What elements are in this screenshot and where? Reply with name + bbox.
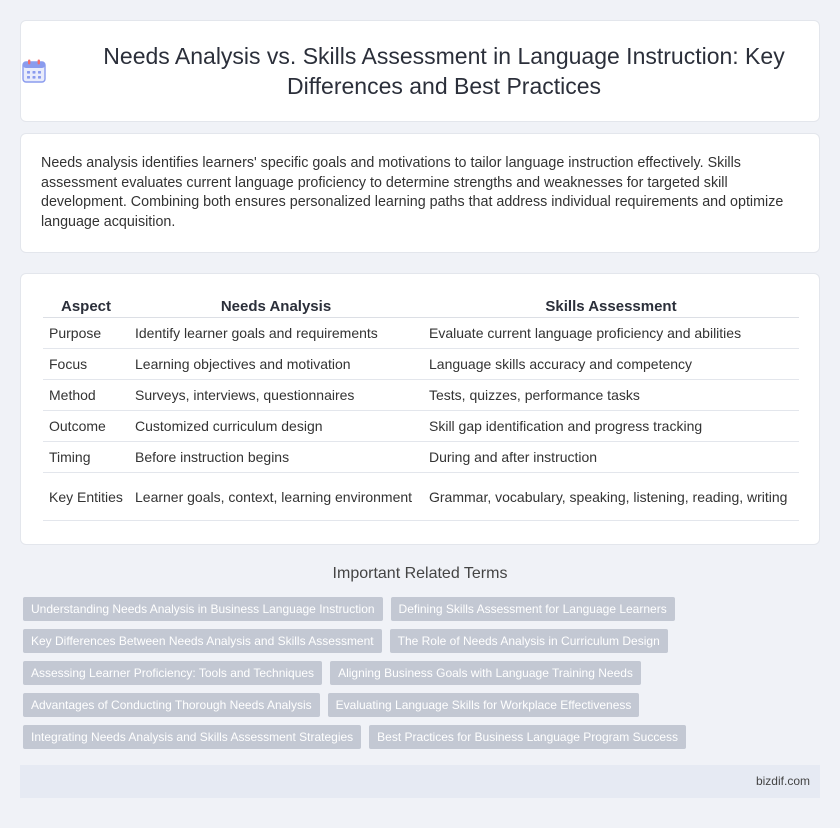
table-row: [43, 442, 799, 473]
related-term-tag[interactable]: Best Practices for Business Language Program Success: [369, 725, 686, 749]
table-row: [43, 473, 799, 521]
table-row: [43, 411, 799, 442]
row-aspect: Outcome: [43, 411, 129, 442]
intro-text: Needs analysis identifies learners' specific goals and motivations to tailor language instruction effectively. Skills assessment evaluates current language proficiency to determine strengths and weaknesses for targeted skill development. Combining both ensures personalized learning paths that address individual requirements and optimize language acquisition.: [41, 155, 784, 230]
related-term-tag[interactable]: Integrating Needs Analysis and Skills Assessment Strategies: [23, 725, 361, 749]
related-term-tag[interactable]: Advantages of Conducting Thorough Needs Analysis: [23, 693, 320, 717]
header-skills-assessment: Skills Assessment: [423, 294, 799, 318]
comparison-table: [43, 294, 799, 521]
related-term-tag[interactable]: Aligning Business Goals with Language Training Needs: [330, 661, 641, 685]
table-row: [43, 318, 799, 349]
related-term-tag[interactable]: The Role of Needs Analysis in Curriculum Design: [390, 629, 668, 653]
header-needs-analysis: Needs Analysis: [129, 294, 423, 318]
row-needs-analysis: Before instruction begins: [129, 442, 423, 473]
related-term-tag[interactable]: Defining Skills Assessment for Language Learners: [391, 597, 675, 621]
related-terms-title: Important Related Terms: [332, 565, 508, 582]
row-aspect: Key Entities: [43, 473, 129, 521]
row-needs-analysis: Identify learner goals and requirements: [129, 318, 423, 349]
title-card: [20, 20, 820, 122]
row-skills-assessment: Grammar, vocabulary, speaking, listening, reading, writing: [423, 473, 799, 521]
header-aspect: Aspect: [43, 294, 129, 318]
comparison-card: [20, 273, 820, 545]
table-row: [43, 349, 799, 380]
row-needs-analysis: Learning objectives and motivation: [129, 349, 423, 380]
row-aspect: Method: [43, 380, 129, 411]
tag-row: [23, 725, 823, 749]
row-skills-assessment: Tests, quizzes, performance tasks: [423, 380, 799, 411]
related-term-tag[interactable]: Assessing Learner Proficiency: Tools and Techniques: [23, 661, 322, 685]
tag-row: [23, 693, 823, 717]
footer: [20, 765, 820, 798]
tag-row: [23, 661, 823, 685]
row-skills-assessment: Language skills accuracy and competency: [423, 349, 799, 380]
title-wrap: [21, 41, 819, 101]
table-row: [43, 380, 799, 411]
row-aspect: Focus: [43, 349, 129, 380]
page-title: Needs Analysis vs. Skills Assessment in Language Instruction: Key Differences and Best Practices: [103, 43, 785, 99]
row-aspect: Purpose: [43, 318, 129, 349]
calendar-icon: [21, 58, 47, 84]
related-terms-list: [23, 597, 823, 757]
row-needs-analysis: Customized curriculum design: [129, 411, 423, 442]
row-aspect: Timing: [43, 442, 129, 473]
tag-row: [23, 597, 823, 621]
row-needs-analysis: Learner goals, context, learning environment: [129, 473, 423, 521]
intro-card: [20, 133, 820, 253]
related-term-tag[interactable]: Evaluating Language Skills for Workplace Effectiveness: [328, 693, 640, 717]
row-skills-assessment: Evaluate current language proficiency and abilities: [423, 318, 799, 349]
row-skills-assessment: Skill gap identification and progress tracking: [423, 411, 799, 442]
row-needs-analysis: Surveys, interviews, questionnaires: [129, 380, 423, 411]
footer-brand-link[interactable]: bizdif.com: [755, 774, 810, 788]
table-header-row: [43, 294, 799, 318]
row-skills-assessment: During and after instruction: [423, 442, 799, 473]
related-term-tag[interactable]: Key Differences Between Needs Analysis and Skills Assessment: [23, 629, 382, 653]
tag-row: [23, 629, 823, 653]
related-term-tag[interactable]: Understanding Needs Analysis in Business Language Instruction: [23, 597, 383, 621]
